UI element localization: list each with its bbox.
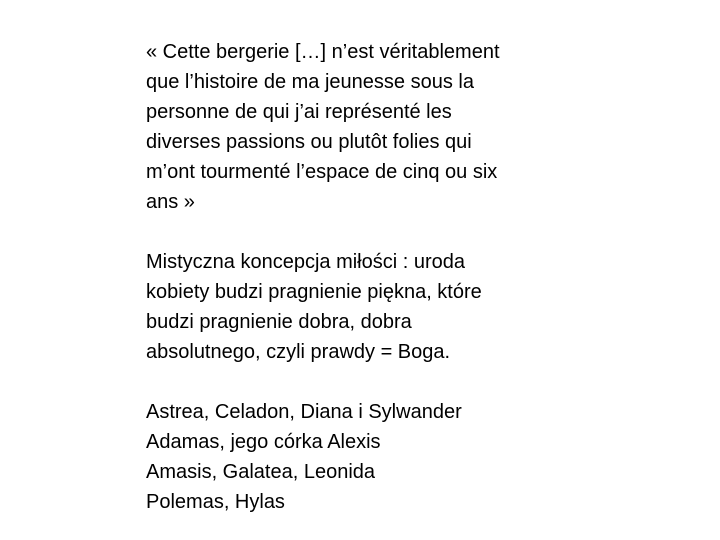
text-line: Adamas, jego córka Alexis <box>146 431 381 453</box>
text-block <box>146 37 586 517</box>
concept-paragraph <box>146 247 586 367</box>
text-line: personne de qui j’ai représenté les <box>146 101 452 123</box>
paragraph-spacer <box>146 217 586 247</box>
text-line: kobiety budzi pragnienie piękna, które <box>146 281 482 303</box>
text-line: Polemas, Hylas <box>146 491 285 513</box>
text-line: que l’histoire de ma jeunesse sous la <box>146 71 474 93</box>
text-line: « Cette bergerie […] n’est véritablement <box>146 41 500 63</box>
text-line: absolutnego, czyli prawdy = Boga. <box>146 341 451 363</box>
text-line: m’ont tourmenté l’espace de cinq ou six <box>146 161 498 183</box>
text-line: budzi pragnienie dobra, dobra <box>146 311 412 333</box>
text-line: diverses passions ou plutôt folies qui <box>146 131 472 153</box>
text-line: Astrea, Celadon, Diana i Sylwander <box>146 401 462 423</box>
text-line: Mistyczna koncepcja miłości : uroda <box>146 251 466 273</box>
characters-paragraph <box>146 397 586 517</box>
text-line: ans » <box>146 191 195 213</box>
text-line: Amasis, Galatea, Leonida <box>146 461 376 483</box>
quote-paragraph <box>146 37 586 217</box>
paragraph-spacer <box>146 367 586 397</box>
